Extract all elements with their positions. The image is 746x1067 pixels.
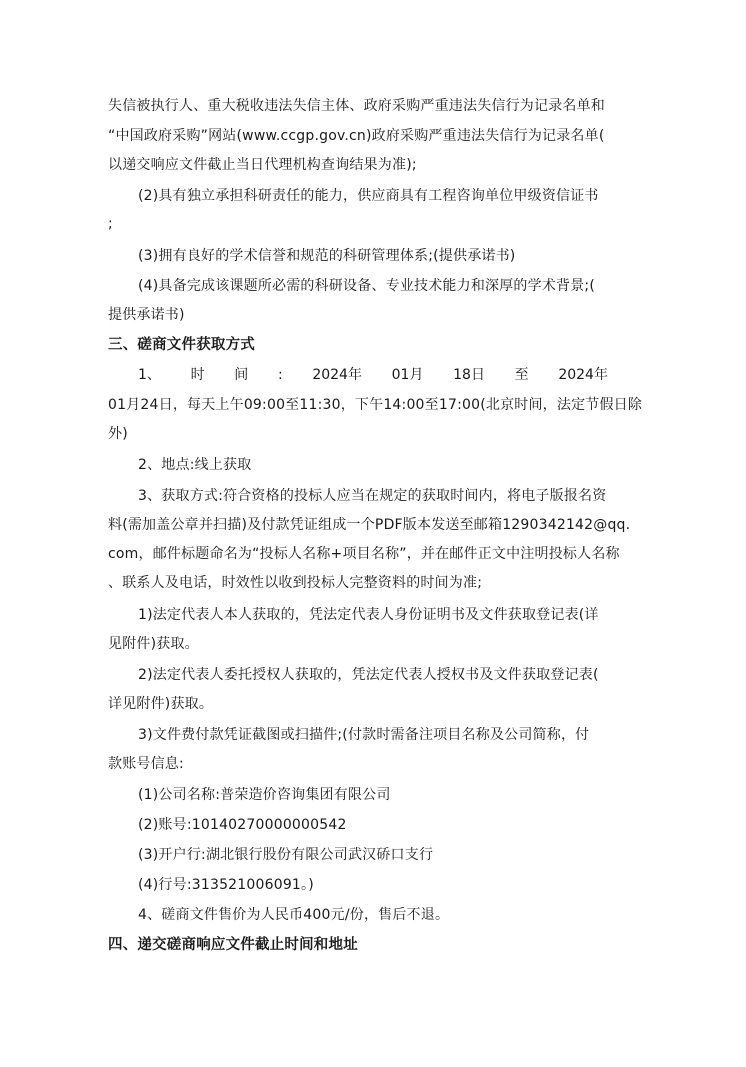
- text-line: 1)法定代表人本人获取的，凭法定代表人身份证明书及文件获取登记表(详: [138, 607, 599, 623]
- section-heading: 四、递交磋商响应文件截止时间和地址: [108, 937, 358, 953]
- text-line: 详见附件)获取。: [108, 696, 214, 712]
- time-row-item: 18日: [453, 367, 485, 383]
- text-line: (2)具有独立承担科研责任的能力，供应商具有工程咨询单位甲级资信证书: [138, 188, 599, 204]
- text-line: 款账号信息:: [108, 756, 184, 772]
- text-line: 见附件)获取。: [108, 636, 199, 652]
- text-line: (3)拥有良好的学术信誉和规范的科研管理体系;(提供承诺书): [138, 248, 516, 264]
- text-line: 料(需加盖公章并扫描)及付款凭证组成一个PDF版本发送至邮箱1290342142@qq.: [108, 517, 631, 533]
- text-line: ;: [108, 216, 113, 232]
- text-line: (4)行号:313521006091。): [138, 877, 314, 893]
- text-line: 外): [108, 426, 128, 442]
- text-line: 2、地点:线上获取: [138, 457, 252, 473]
- time-row-item: 至: [514, 367, 529, 383]
- text-line: 以递交响应文件截止当日代理机构查询结果为准);: [108, 157, 417, 173]
- time-row-item: 01月: [391, 367, 424, 383]
- time-row-item: 时: [190, 367, 205, 383]
- text-line: 3、获取方式:符合资格的投标人应当在规定的获取时间内，将电子版报名资: [138, 488, 607, 504]
- text-line: 3)文件费付款凭证截图或扫描件;(付款时需备注项目名称及公司简称，付: [138, 727, 590, 743]
- text-line: 2)法定代表人委托授权人获取的，凭法定代表人授权书及文件获取登记表(: [138, 667, 599, 683]
- text-line: 01月24日，每天上午09:00至11:30，下午14:00至17:00(北京时间，法定节假日除: [108, 397, 643, 413]
- time-row-item: :: [277, 367, 283, 383]
- time-row-item: 1、: [138, 367, 161, 383]
- text-line: (1)公司名称:普荣造价咨询集团有限公司: [138, 787, 391, 803]
- time-row-item: 2024年: [558, 367, 608, 383]
- text-line: com，邮件标题命名为“投标人名称+项目名称”，并在邮件正文中注明投标人名称: [108, 546, 620, 562]
- time-row-item: 2024年: [312, 367, 362, 383]
- time-row-item: 间: [234, 367, 249, 383]
- text-line: 4、磋商文件售价为人民币400元/份，售后不退。: [138, 907, 450, 923]
- text-line: (4)具备完成该课题所必需的科研设备、专业技术能力和深厚的学术背景;(: [138, 278, 596, 294]
- text-line: (3)开户行:湖北银行股份有限公司武汉硚口支行: [138, 847, 434, 863]
- time-row: [138, 365, 608, 385]
- section-heading: 三、磋商文件获取方式: [108, 337, 255, 353]
- text-line: 失信被执行人、重大税收违法失信主体、政府采购严重违法失信行为记录名单和: [108, 98, 605, 114]
- text-line: 提供承诺书): [108, 307, 185, 323]
- text-line: 、联系人及电话，时效性以收到投标人完整资料的时间为准;: [108, 575, 483, 591]
- text-line: (2)账号:10140270000000542: [138, 817, 347, 833]
- text-line: “中国政府采购”网站(www.ccgp.gov.cn)政府采购严重违法失信行为记录名单(: [108, 128, 605, 144]
